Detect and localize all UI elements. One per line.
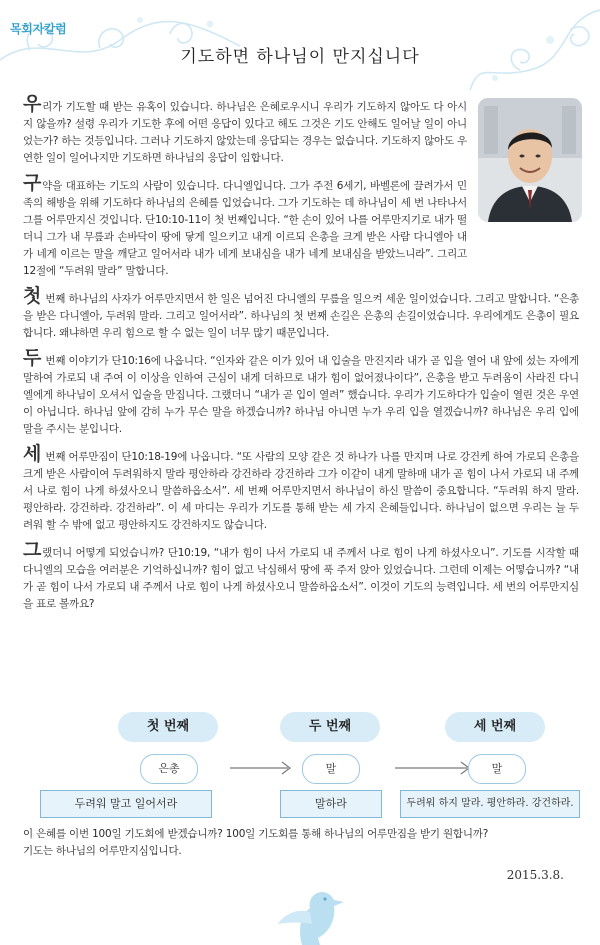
step-2-title: 두 번째 [280,712,380,742]
paragraph-3 [23,285,579,342]
closing-text [23,826,583,860]
step-1-word: 은총 [140,754,198,784]
step-2-meaning: 말하라 [280,790,382,818]
floral-ornament-left [0,0,260,80]
drop-cap: 그 [23,539,42,561]
paragraph-2 [23,172,467,280]
step-2-word: 말 [302,754,360,784]
paragraph-4 [23,347,579,438]
article-body [23,93,579,621]
arrow-right-icon [395,758,475,778]
step-3-word: 말 [468,754,526,784]
bird-icon [258,878,368,945]
paragraph-1 [23,93,467,167]
drop-cap: 우 [23,93,42,115]
drop-cap: 첫 [23,285,42,307]
arrow-right-icon [230,758,296,778]
drop-cap: 구 [23,172,42,194]
drop-cap: 세 [23,443,42,465]
paragraph-text: 리가 기도할 때 받는 유혹이 있습니다. 하나님은 은혜로우시니 우리가 기도하지 않아도 다 아시지 않을까? 설령 우리가 기도한 후에 어떤 응답이 있다고 해도 그것은 기도 안해도 일어날 일이 아니었는가? 하는 것등입니다. 그러나 기도하지 않았는데 응답되는 경우는 없습니다. 기도하지 않아도 우연한 일이 일어나지만 기도하면 하나님의 응답이 임합니다. [23,101,467,164]
section-label: 목회자칼럼 [10,22,67,36]
three-touches-diagram [40,712,580,822]
step-3-meaning: 두려워 하지 말라. 평안하라. 강건하라. [400,790,580,818]
closing-line-1: 이 은혜를 이번 100일 기도회에 받겠습니까? 100일 기도회를 통해 하나님의 어루만짐을 받기 원합니까? [23,828,489,840]
step-3-title: 세 번째 [445,712,545,742]
column-date: 2015.3.8. [506,868,564,882]
step-1-title: 첫 번째 [118,712,218,742]
paragraph-text: 번째 어루만짐이 단10:18-19에 나옵니다. “또 사람의 모양 같은 것 하나가 나를 만지며 나로 강건케 하여 가로되 은총을 크게 받은 사람이여 두려워하지 말라 평안하라 강건하라 강건하라 그가 이같이 내게 말하매 내가 곧 힘이 나서 가로되 내 주께서 나로 힘이 나게 하셨사오니 말씀하옵소서”. 세 번째 어루만지면서 하나님이 하신 말씀이 중요합니다. “두려워 하지 말라. 평안하라. 강건하라. 강건하라”. 이 세 마디는 우리가 기도를 통해 받는 세 가지 은혜들입니다. 하나님이 없으면 우리는 늘 두려워 할 수 밖에 없고 평안하지도 강건하지도 않습니다. [23,451,579,531]
closing-line-2: 기도는 하나님의 어루만지심입니다. [23,845,182,857]
paragraph-6 [23,539,579,613]
step-1-meaning: 두려워 말고 일어서라 [40,790,212,818]
page-title: 기도하면 하나님이 만지십니다 [180,47,420,67]
paragraph-text: 번째 하나님의 사자가 어루만지면서 한 일은 넘어진 다니엘의 무릎을 일으켜 세운 일이었습니다. 그리고 말합니다. “은총을 받은 다니엘아, 두려워 말라. 그리고 일어서라”. 하나님의 첫 번째 손길은 은총의 손길이었습니다. 우리에게도 은총이 필요합니다. 왜냐하면 우리 힘으로 할 수 없는 일이 너무 많기 때문입니다. [23,293,579,339]
paragraph-5 [23,443,579,534]
drop-cap: 두 [23,347,42,369]
paragraph-text: 랬더니 어떻게 되었습니까? 단10:19, “내가 힘이 나서 가로되 내 주께서 나로 힘이 나게 하셨사오니”. 기도를 시작할 때 다니엘의 모습을 여러분은 기억하십니까? 힘이 없고 낙심해서 땅에 푹 주저 앉아 있었습니다. 그런데 이제는 어떻습니까? “내가 곧 힘이 나서 가로되 내 주께서 나로 힘이 나게 하셨사오니 말씀하옵소서”. 이것이 기도의 능력입니다. 세 번의 어루만지심을 표로 볼까요? [23,547,579,610]
paragraph-text: 약을 대표하는 기도의 사람이 있습니다. 다니엘입니다. 그가 주전 6세기, 바벨론에 끌려가서 민족의 해방을 위해 기도하다 하나님의 은혜를 입었습니다. 그가 기도하는 데 하나님이 세 번 나타나서 그를 어루만지신 것입니다. 단10:10-11이 첫 번째입니다. “한 손이 있어 나를 어루만지기로 내가 떨더니 그가 내 무릎과 손바닥이 땅에 닿게 일으키고 내게 이르되 은총을 크게 받은 사람 다니엘아 내가 네게 이르는 말을 깨닫고 일어서라 내가 네게 보내심을 내가 네게 보내심을 받았느니라”. 그리고 12절에 “두려워 말라” 말합니다. [23,180,467,277]
paragraph-text: 번째 이야기가 단10:16에 나옵니다. “인자와 같은 이가 있어 내 입술을 만진지라 내가 곧 입을 열어 내 앞에 섰는 자에게 말하여 가로되 내 주여 이 이상을 인하여 근심이 내게 더하므로 내가 힘이 없어졌나이다”, 은총을 받고 두려움이 사라진 다니엘에게 하나님이 오셔서 입술을 만집니다. 그랬더니 “내가 곧 입이 열려” 했습니다. 우리가 기도하다가 입술이 열린 것은 우연이 아닙니다. 하나님 앞에 감히 누가 무슨 말을 하겠습니까? 하나님 아니면 누가 우리 입을 열겠습니까? 하나님은 우리 입에 말을 주시는 분입니다. [23,355,579,435]
